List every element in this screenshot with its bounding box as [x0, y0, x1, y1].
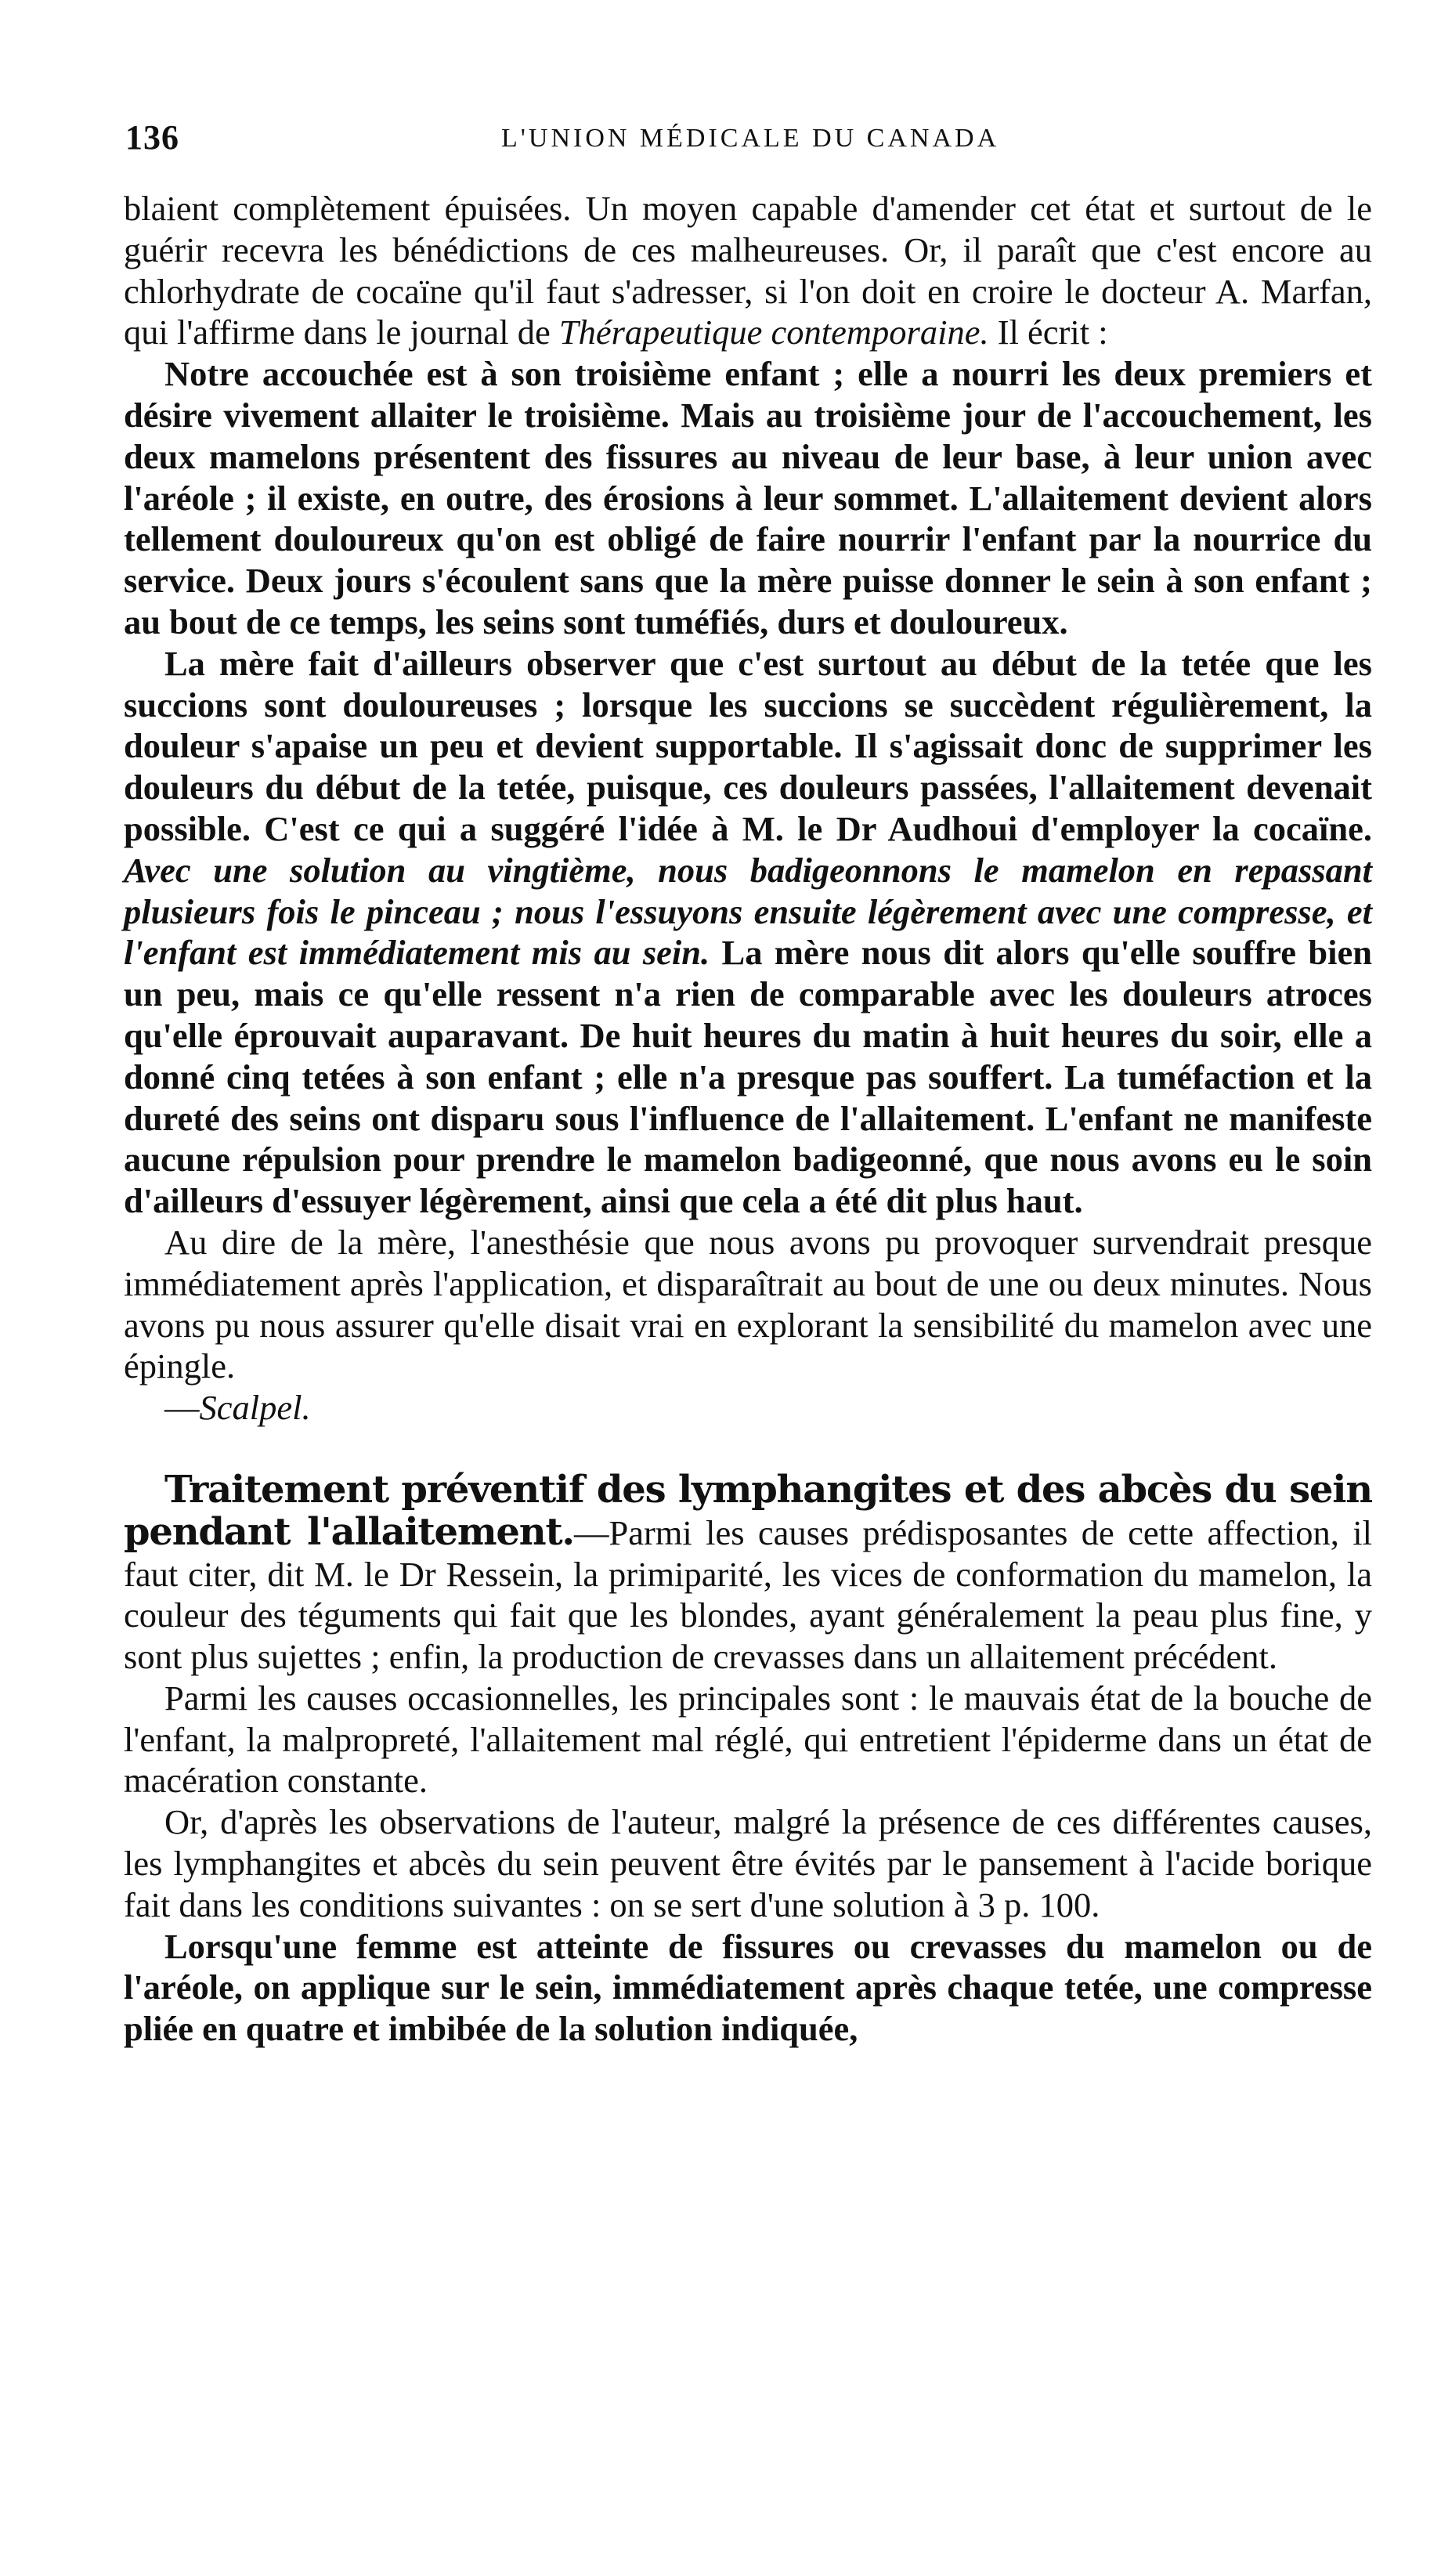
signature-dash: —	[164, 1388, 200, 1428]
article1-signature	[124, 1387, 1372, 1429]
italic-emphasis: Avec une solution au vingtième, nous badigeonnons le mamelon en repassant plusieurs fois le pinceau ; nous l'essuyons ensuite légèrement avec une compresse, et l'enfant est immédiatement mis au sein.	[124, 850, 1372, 973]
journal-title: L'UNION MÉDICALE DU CANADA	[501, 124, 1000, 153]
article2-paragraph-2: Parmi les causes occasionnelles, les principales sont : le mauvais état de la bouche de l'enfant, la malpropreté, l'allaitement mal réglé, qui entretient l'épiderme dans un état de macération constante.	[124, 1678, 1372, 1801]
signature-text: Scalpel.	[199, 1388, 311, 1428]
body-text	[124, 188, 1372, 2050]
article1-paragraph-2: Notre accouchée est à son troisième enfant ; elle a nourri les deux premiers et désire vivement allaiter le troisième. Mais au troisième jour de l'accouchement, les deux mamelons présentent des fissures au niveau de leur base, à leur union avec l'aréole ; il existe, en outre, des érosions à leur sommet. L'allaitement devient alors tellement douloureux qu'on est obligé de faire nourrir l'enfant par la nourrice du service. Deux jours s'écoulent sans que la mère puisse donner le sein à son enfant ; au bout de ce temps, les seins sont tuméfiés, durs et douloureux.	[124, 354, 1372, 641]
article1-paragraph-1	[124, 188, 1372, 353]
page-number: 136	[125, 118, 179, 157]
article2-paragraph-1	[124, 1469, 1372, 1678]
article2-paragraph-4: Lorsqu'une femme est atteinte de fissures ou crevasses du mamelon ou de l'aréole, on applique sur le sein, immédiatement après chaque tetée, une compresse pliée en quatre et imbibée de la solution indiquée,	[124, 1926, 1372, 2049]
paragraph-text: La mère fait d'ailleurs observer que c'est surtout au début de la tetée que les succions sont douloureuses ; lorsque les succions se succèdent régulièrement, la douleur s'apaise un peu et devient supportable. Il s'agissait donc de supprimer les douleurs du début de la tetée, puisque, ces douleurs passées, l'allaitement devenait possible. C'est ce qui a suggéré l'idée à M. le Dr Audhoui d'employer la cocaïne.	[124, 643, 1372, 848]
article2-paragraph-3: Or, d'après les observations de l'auteur, malgré la présence de ces différentes causes, les lymphangites et abcès du sein peuvent être évités par le pansement à l'acide borique fait dans les conditions suivantes : on se sert d'une solution à 3 p. 100.	[124, 1802, 1372, 1924]
running-head	[125, 117, 1371, 172]
journal-name-italic: Thérapeutique contemporaine.	[558, 313, 989, 352]
article1-paragraph-3	[124, 643, 1372, 1222]
article1-paragraph-4: Au dire de la mère, l'anesthésie que nous avons pu provoquer survendrait presque immédiatement après l'application, et disparaîtrait au bout de une ou deux minutes. Nous avons pu nous assurer qu'elle disait vrai en explorant la sensibilité du mamelon avec une épingle.	[124, 1222, 1372, 1386]
article-title: Traitement préventif des lymphangites et des abcès du sein pendant l'allaitement.	[124, 1467, 1372, 1554]
paragraph-text: Il écrit :	[988, 313, 1108, 352]
paragraph-text: blaient complètement épuisées. Un moyen capable d'amender cet état et surtout de le guérir recevra les bénédictions de ces malheureuses. Or, il paraît que c'est encore au chlorhydrate de cocaïne qu'il faut s'adresser, si l'on doit en croire le docteur A. Marfan, qui l'affirme dans le journal de	[124, 189, 1372, 352]
paragraph-text: La mère nous dit alors qu'elle souffre bien un peu, mais ce qu'elle ressent n'a rien de comparable avec les douleurs atroces qu'elle éprouvait auparavant. De huit heures du matin à huit heures du soir, elle a donné cinq tetées à son enfant ; elle n'a presque pas souffert. La tuméfaction et la dureté des seins ont disparu sous l'influence de l'allaitement. L'enfant ne manifeste aucune répulsion pour prendre le mamelon badigeonné, que nous avons eu le soin d'ailleurs d'essuyer légèrement, ainsi que cela a été dit plus haut.	[124, 933, 1372, 1221]
paragraph-text: —Parmi les causes prédisposantes de cette affection, il faut citer, dit M. le Dr Ressein, la primiparité, les vices de conformation du mamelon, la couleur des téguments qui fait que les blondes, ayant généralement la peau plus fine, y sont plus sujettes ; enfin, la production de crevasses dans un allaitement précédent.	[124, 1512, 1373, 1677]
